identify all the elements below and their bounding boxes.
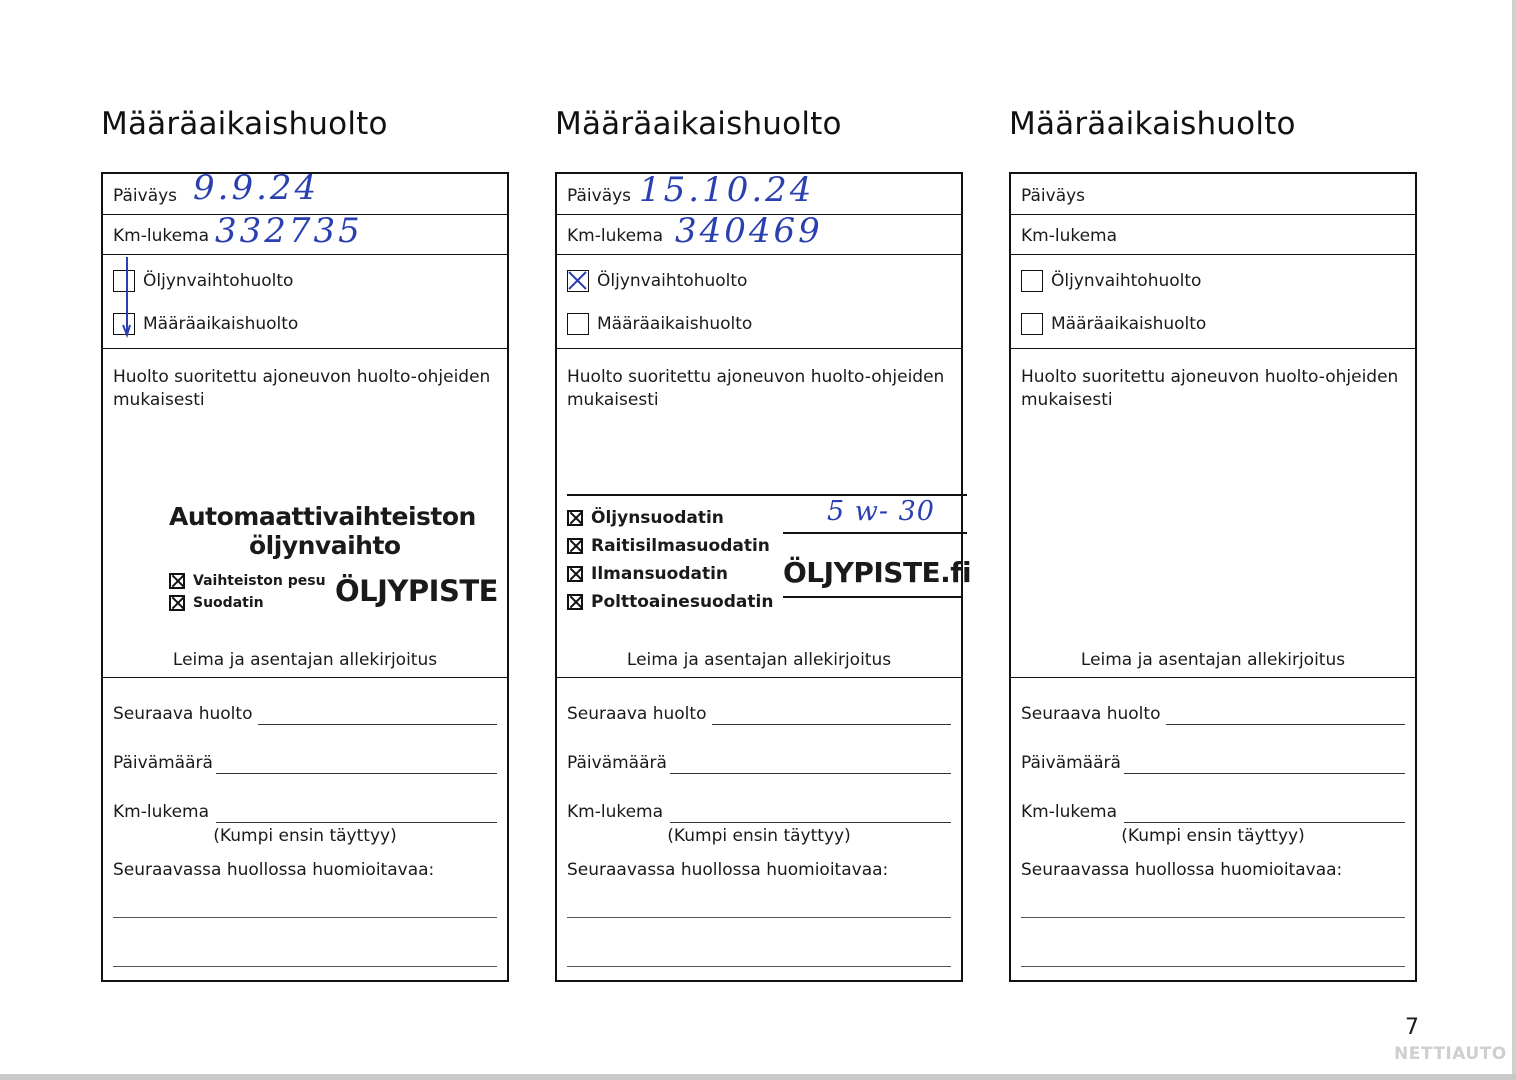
date-label: Päiväys xyxy=(113,186,178,206)
service-card-2 xyxy=(555,0,972,1080)
service-form xyxy=(1009,172,1417,982)
page-number: 7 xyxy=(1405,1015,1419,1040)
check-mark-icon xyxy=(169,573,185,589)
next-service-field[interactable] xyxy=(258,724,497,725)
which-first-note: (Kumpi ensin täyttyy) xyxy=(213,826,397,846)
next-service-label: Seuraava huolto xyxy=(113,704,253,724)
grade-rule xyxy=(783,532,967,534)
service-card-3 xyxy=(1009,0,1421,1080)
next-service-label: Seuraava huolto xyxy=(1021,704,1161,724)
oil-grade-handwritten: 5 w- 30 xyxy=(827,496,935,527)
km-label: Km-lukema xyxy=(1021,226,1118,246)
stamp-item-oil-filter: Öljynsuodatin xyxy=(567,504,773,532)
next-date-field[interactable] xyxy=(1124,773,1405,774)
oljypiste-logo: ÖLJYPISTE xyxy=(335,574,498,608)
km-row[interactable] xyxy=(557,211,961,255)
next-km-label: Km-lukema xyxy=(113,802,210,822)
which-first-note: (Kumpi ensin täyttyy) xyxy=(667,826,851,846)
notes-line-1[interactable] xyxy=(113,917,497,918)
page-edge xyxy=(1512,0,1516,1080)
scheduled-service-label: Määräaikaishuolto xyxy=(597,314,753,334)
stamp-check-filter: Suodatin xyxy=(169,592,489,614)
date-label: Päiväys xyxy=(1021,186,1086,206)
next-date-field[interactable] xyxy=(216,773,497,774)
pen-stroke-mark xyxy=(117,255,137,345)
service-card-1 xyxy=(101,0,513,1080)
notes-line-2[interactable] xyxy=(567,966,951,967)
service-type-row xyxy=(1011,255,1415,349)
km-row[interactable] xyxy=(103,211,507,255)
date-label: Päiväys xyxy=(567,186,632,206)
signature-label: Leima ja asentajan allekirjoitus xyxy=(172,650,438,670)
check-mark-icon xyxy=(567,566,583,582)
scheduled-service-checkbox[interactable] xyxy=(567,313,589,335)
next-date-label: Päivämäärä xyxy=(567,753,667,773)
signature-label: Leima ja asentajan allekirjoitus xyxy=(626,650,892,670)
oil-change-label: Öljynvaihtohuolto xyxy=(143,271,294,291)
divider xyxy=(103,677,507,678)
next-service-field[interactable] xyxy=(1166,724,1405,725)
notes-label: Seuraavassa huollossa huomioitavaa: xyxy=(1021,860,1343,880)
next-km-label: Km-lukema xyxy=(1021,802,1118,822)
km-handwritten: 332735 xyxy=(215,211,363,251)
service-type-row xyxy=(103,255,507,349)
watermark: NETTIAUTO xyxy=(1394,1044,1507,1064)
service-type-row xyxy=(557,255,961,349)
oil-change-label: Öljynvaihtohuolto xyxy=(1051,271,1202,291)
km-handwritten: 340469 xyxy=(675,211,823,251)
scheduled-service-label: Määräaikaishuolto xyxy=(143,314,299,334)
oil-change-checkbox[interactable] xyxy=(567,270,589,292)
compliance-statement: Huolto suoritettu ajoneuvon huolto-ohjeiden mukaisesti xyxy=(113,367,491,410)
stamp-item-air-filter: Ilmansuodatin xyxy=(567,560,773,588)
next-km-field[interactable] xyxy=(216,822,497,823)
notes-line-2[interactable] xyxy=(113,966,497,967)
card-heading: Määräaikaishuolto xyxy=(101,106,388,142)
km-label: Km-lukema xyxy=(567,226,664,246)
scheduled-service-checkbox[interactable] xyxy=(1021,313,1043,335)
notes-line-1[interactable] xyxy=(567,917,951,918)
service-form xyxy=(101,168,509,982)
next-date-field[interactable] xyxy=(670,773,951,774)
next-date-label: Päivämäärä xyxy=(113,753,213,773)
check-mark-icon xyxy=(567,510,583,526)
date-row[interactable] xyxy=(1011,174,1415,215)
compliance-statement: Huolto suoritettu ajoneuvon huolto-ohjeiden mukaisesti xyxy=(1021,367,1399,410)
next-km-field[interactable] xyxy=(1124,822,1405,823)
divider xyxy=(1011,677,1415,678)
divider xyxy=(557,677,961,678)
oljypiste-logo: ÖLJYPISTE.fi xyxy=(783,556,972,589)
check-mark-icon xyxy=(567,538,583,554)
logo-underline xyxy=(783,596,961,598)
date-handwritten: 15.10.24 xyxy=(639,170,815,210)
oil-change-label: Öljynvaihtohuolto xyxy=(597,271,748,291)
stamp-item-fuel-filter: Polttoainesuodatin xyxy=(567,588,773,616)
card-heading: Määräaikaishuolto xyxy=(555,106,842,142)
notes-label: Seuraavassa huollossa huomioitavaa: xyxy=(567,860,889,880)
notes-line-1[interactable] xyxy=(1021,917,1405,918)
date-handwritten: 9.9.24 xyxy=(193,168,320,208)
card-heading: Määräaikaishuolto xyxy=(1009,106,1296,142)
date-row[interactable] xyxy=(557,170,961,215)
check-mark-icon xyxy=(566,269,588,291)
next-date-label: Päivämäärä xyxy=(1021,753,1121,773)
scheduled-service-label: Määräaikaishuolto xyxy=(1051,314,1207,334)
stamp-line-2: öljynvaihto xyxy=(249,531,401,560)
signature-label: Leima ja asentajan allekirjoitus xyxy=(1080,650,1346,670)
notes-label: Seuraavassa huollossa huomioitavaa: xyxy=(113,860,435,880)
date-row[interactable] xyxy=(103,168,507,215)
stamp-line-1: Automaattivaihteiston xyxy=(169,502,476,531)
next-km-label: Km-lukema xyxy=(567,802,664,822)
next-km-field[interactable] xyxy=(670,822,951,823)
stamp-item-cabin-filter: Raitisilmasuodatin xyxy=(567,532,773,560)
km-row[interactable] xyxy=(1011,215,1415,255)
transmission-stamp xyxy=(169,502,498,614)
compliance-statement: Huolto suoritettu ajoneuvon huolto-ohjeiden mukaisesti xyxy=(567,367,945,410)
next-service-field[interactable] xyxy=(712,724,951,725)
km-label: Km-lukema xyxy=(113,226,210,246)
notes-line-2[interactable] xyxy=(1021,966,1405,967)
service-form xyxy=(555,170,972,982)
which-first-note: (Kumpi ensin täyttyy) xyxy=(1121,826,1305,846)
check-mark-icon xyxy=(567,594,583,610)
check-mark-icon xyxy=(169,595,185,611)
stamp-check-wash: Vaihteiston pesu xyxy=(169,570,489,592)
oil-change-checkbox[interactable] xyxy=(1021,270,1043,292)
next-service-label: Seuraava huolto xyxy=(567,704,707,724)
